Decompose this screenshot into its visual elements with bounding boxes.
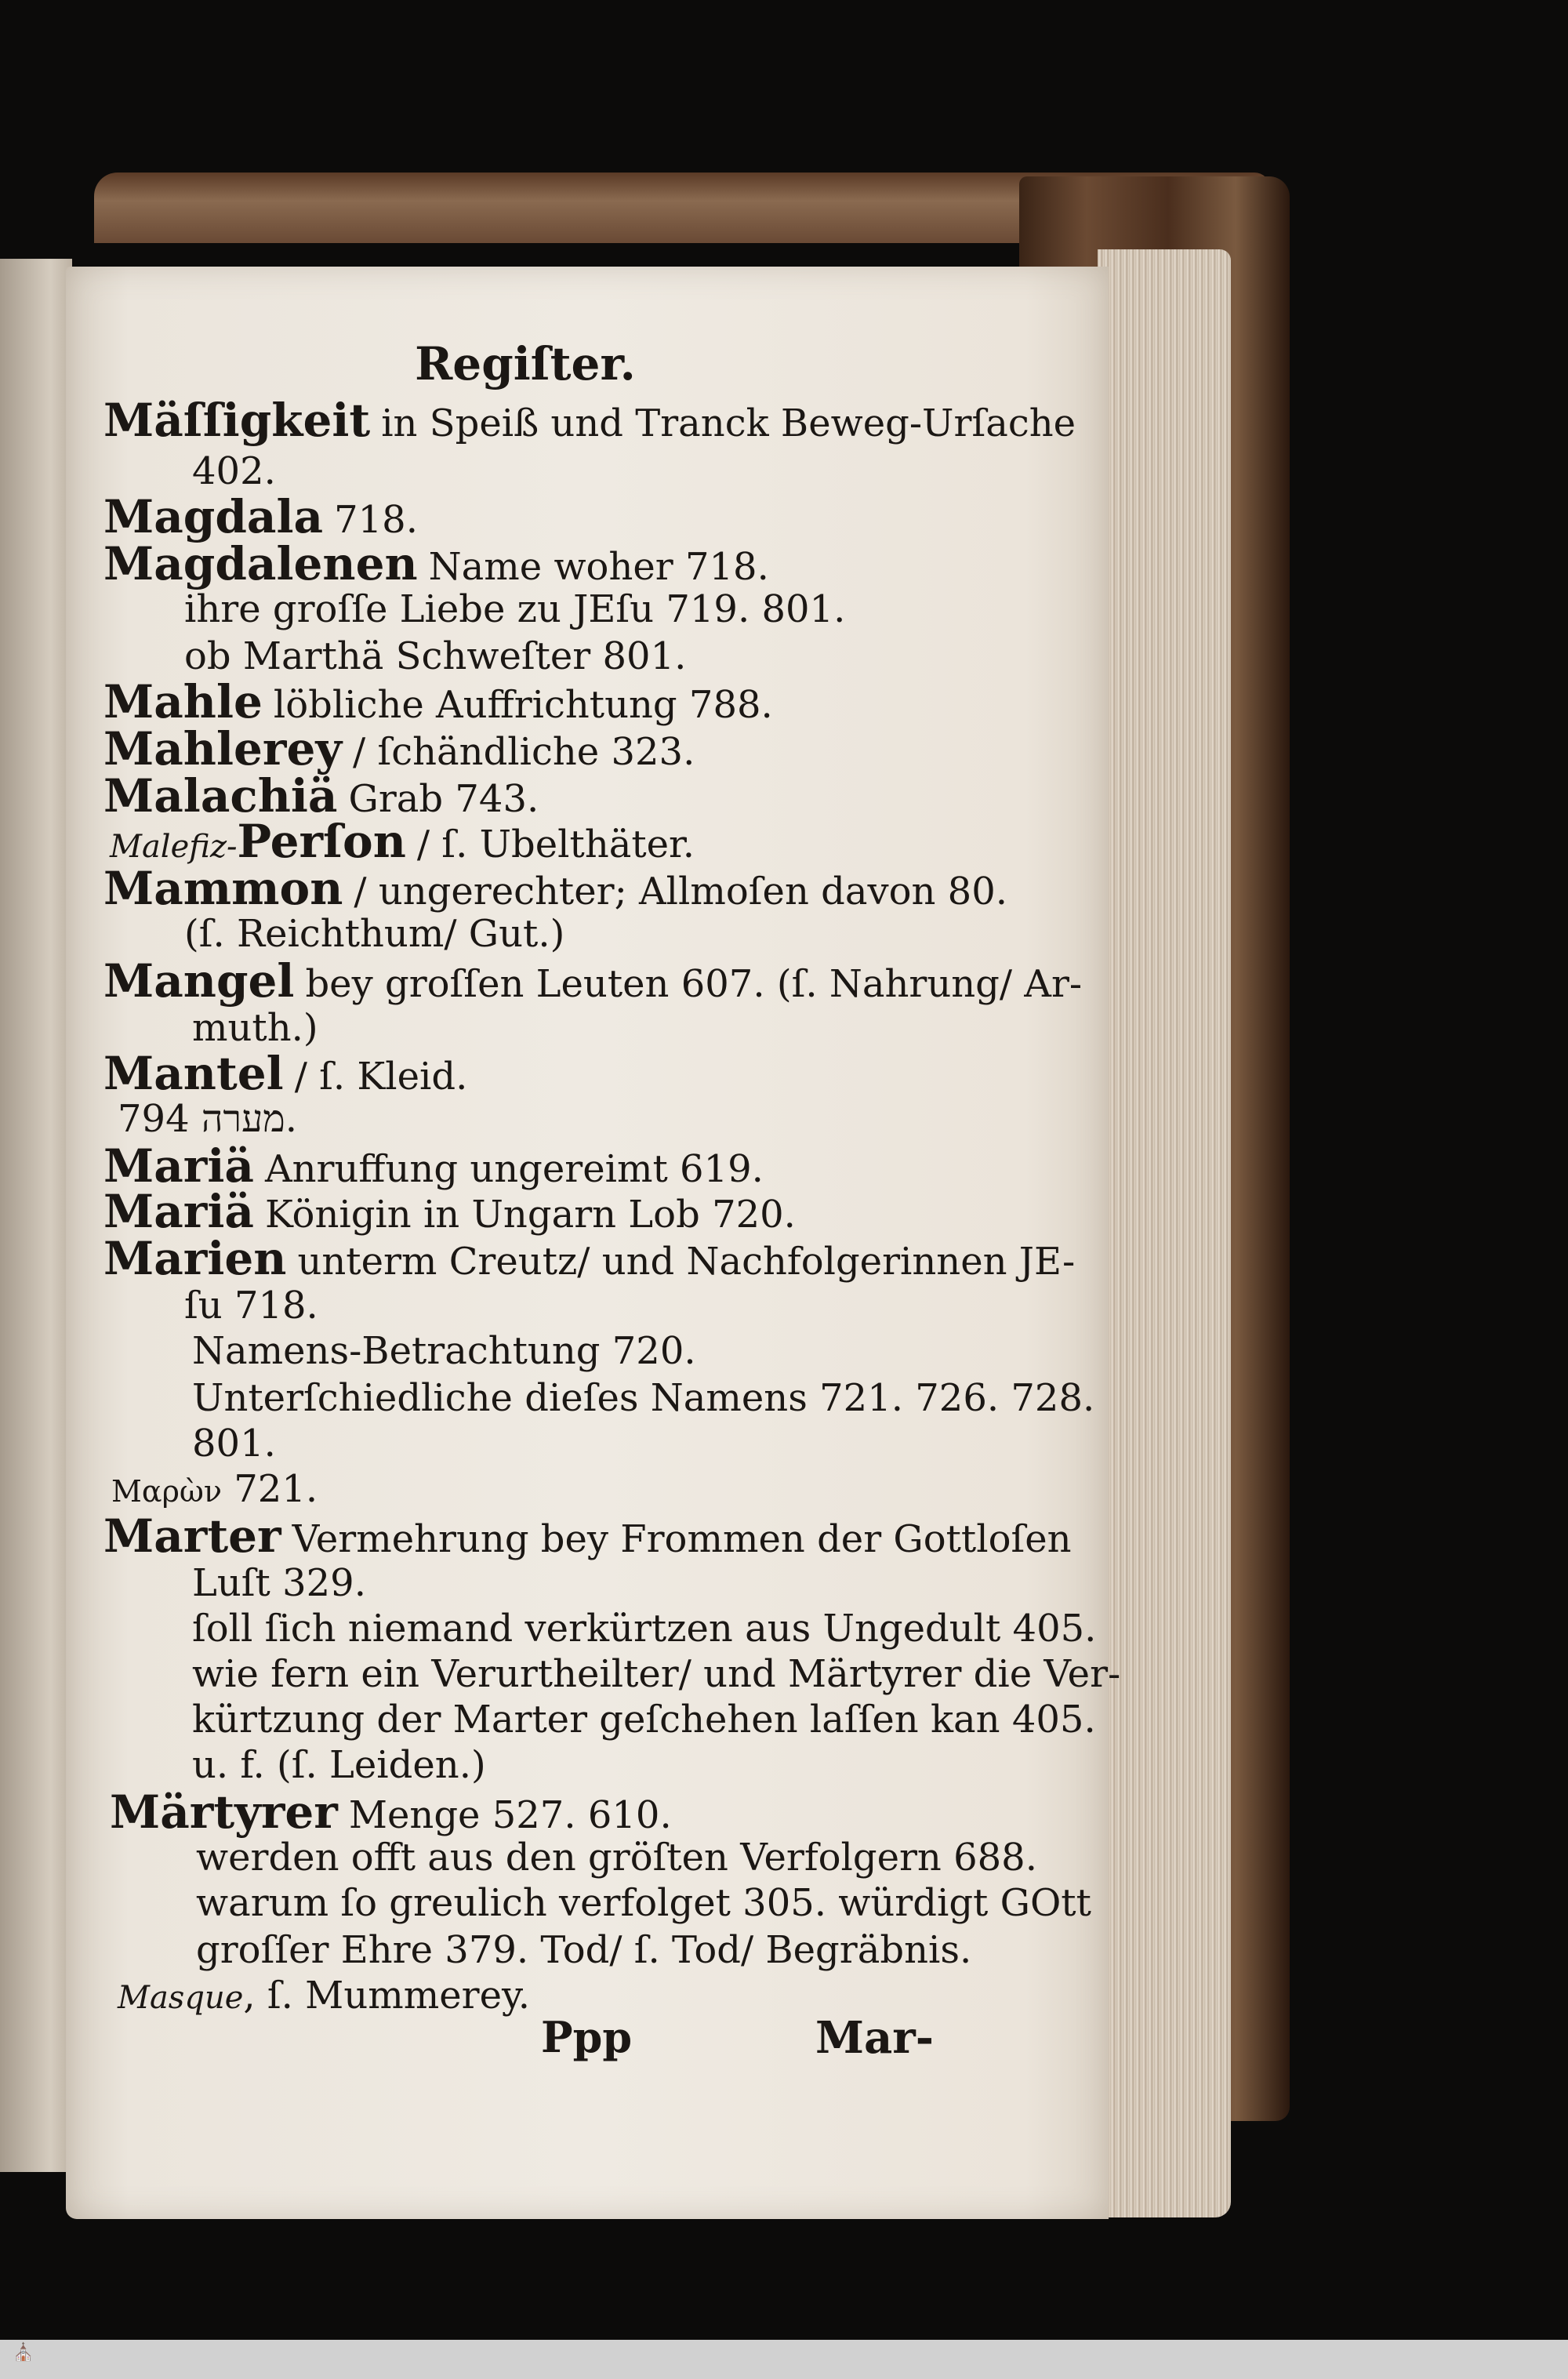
register-entry: ihre groſſe Liebe zu JEſu 719. 801. <box>184 587 846 631</box>
page-stack-edge <box>1098 249 1231 2217</box>
register-entry: Mahle löbliche Auffrichtung 788. <box>103 675 773 728</box>
register-entry: muth.) <box>192 1006 318 1050</box>
register-entry: Mahlerey / ſchändliche 323. <box>103 722 695 775</box>
register-entry: u. f. (ſ. Leiden.) <box>192 1743 486 1787</box>
register-entry: Luſt 329. <box>192 1561 366 1605</box>
register-entry: Mariä Anruffung ungereimt 619. <box>103 1139 764 1193</box>
viewer-bottom-bar <box>0 2340 1568 2379</box>
register-entry: Malefiz-Perſon / ſ. Ubelthäter. <box>110 815 695 868</box>
left-page-edge <box>0 259 72 2172</box>
register-entry: Magdala 718. <box>103 490 418 543</box>
register-entry: Masque, ſ. Mummerey. <box>118 1974 531 2018</box>
register-entry: Märtyrer Menge 527. 610. <box>110 1785 672 1839</box>
register-entry: (ſ. Reichthum/ Gut.) <box>184 912 565 956</box>
register-entry: Malachiä Grab 743. <box>103 769 539 823</box>
register-entry: מערה 794. <box>118 1097 297 1141</box>
register-entry: 402. <box>192 449 276 493</box>
register-entry: ob Marthä Schweſter 801. <box>184 634 687 678</box>
register-entry: wie fern ein Verurtheilter/ und Märtyrer die Ver- <box>192 1652 1121 1696</box>
register-entry: Mangel bey groſſen Leuten 607. (ſ. Nahrung/ Ar- <box>103 954 1083 1008</box>
register-entry: Mäſſigkeit in Speiß und Tranck Beweg-Urſache <box>103 394 1076 447</box>
signature-mark: Ppp <box>541 2012 633 2062</box>
register-entry: ſu 718. <box>184 1284 318 1328</box>
register-entry: Mariä Königin in Ungarn Lob 720. <box>103 1185 796 1238</box>
catchword: Mar- <box>815 2012 935 2064</box>
register-entry: Mantel / ſ. Kleid. <box>103 1047 468 1100</box>
page-header: Regiſter. <box>415 337 636 390</box>
register-entry: Unterſchiedliche dieſes Namens 721. 726. 728. <box>192 1376 1095 1420</box>
register-entry: Μαρὼν 721. <box>111 1467 318 1511</box>
register-entry: Magdalenen Name woher 718. <box>103 537 769 590</box>
register-entry: werden offt aus den gröſten Verfolgern 688. <box>196 1836 1037 1880</box>
register-entry: ſoll ſich niemand verkürtzen aus Ungedult 405. <box>192 1607 1097 1651</box>
register-entry: Namens-Betrachtung 720. <box>192 1329 696 1373</box>
register-entry: Marter Vermehrung bey Frommen der Gottloſen <box>103 1509 1072 1563</box>
register-entry: warum ſo greulich verfolget 305. würdigt GOtt <box>196 1881 1091 1925</box>
register-entry: groſſer Ehre 379. Tod/ ſ. Tod/ Begräbnis. <box>196 1928 972 1972</box>
register-entry: Marien unterm Creutz/ und Nachfolgerinnen JE- <box>103 1232 1076 1285</box>
library-logo-icon: ⛪ <box>13 2343 34 2363</box>
register-entry: 801. <box>192 1422 276 1466</box>
register-entry: kürtzung der Marter geſchehen laſſen kan 405. <box>192 1698 1096 1742</box>
register-entry: Mammon / ungerechter; Allmoſen davon 80. <box>103 862 1007 915</box>
